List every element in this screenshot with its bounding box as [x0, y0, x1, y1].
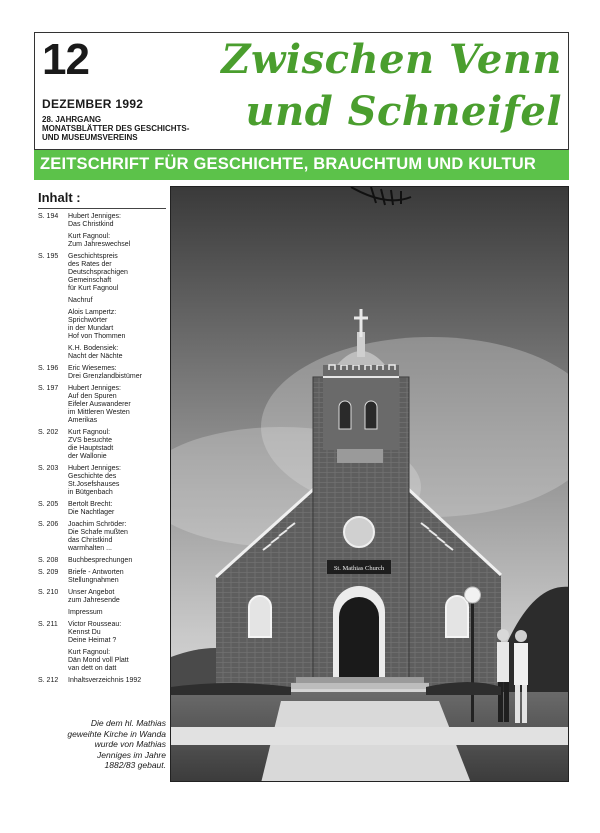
toc-entry-line: Die Schafe mußten: [68, 529, 128, 536]
toc-page-number: S. 194: [38, 213, 59, 220]
volume-line: 28. JAHRGANG: [42, 115, 102, 124]
toc-page-number: [38, 297, 68, 305]
toc-page-number: [38, 309, 68, 341]
toc-entry-title: [68, 465, 168, 497]
issue-number: 12: [42, 35, 89, 84]
toc-entry-line: Victor Rousseau:: [68, 621, 122, 628]
toc-page-number: S. 206: [38, 521, 59, 528]
toc-entry-line: Dän Mond voll Platt: [68, 657, 129, 664]
toc-entry-line: Nachruf: [68, 297, 93, 304]
toc-page-number: S. 195: [38, 253, 59, 260]
toc-page-number: [38, 609, 68, 617]
toc-page-number: S. 196: [38, 365, 59, 372]
toc-entry-line: Deine Heimat ?: [68, 637, 117, 644]
toc-entry: [38, 233, 168, 249]
toc-entry-line: Joachim Schröder:: [68, 521, 127, 528]
toc-entry-title: [68, 345, 168, 361]
toc-entry-title: [68, 621, 168, 645]
toc-entry-line: Hubert Jenniges:: [68, 465, 121, 472]
toc-entry-line: Sprichwörter: [68, 317, 108, 324]
toc-entry-line: warmhalten ...: [68, 545, 112, 552]
volume-info: [42, 115, 189, 142]
masthead-title: [221, 36, 562, 142]
toc-entry-line: Buchbesprechungen: [68, 557, 133, 564]
toc-entry-title: [68, 649, 168, 673]
toc-entry-line: Deutschsprachigen: [68, 269, 128, 276]
toc-entry-line: Impressum: [68, 609, 103, 616]
toc-entry-title: [68, 233, 168, 249]
church-sign: St. Mathias Church: [333, 565, 385, 572]
toc-entry-line: van dett on datt: [68, 665, 117, 672]
toc-entry-line: St.Josefshauses: [68, 481, 120, 488]
toc-entry-title: [68, 557, 168, 565]
toc-entry-line: das Christkind: [68, 537, 113, 544]
toc-entry: [38, 365, 168, 381]
toc-page-number: S. 197: [38, 385, 59, 392]
toc-heading: Inhalt :: [38, 190, 81, 205]
toc-entry: [38, 621, 168, 645]
toc-entry-line: Stellungnahmen: [68, 577, 119, 584]
toc-entry-line: die Hauptstadt: [68, 445, 114, 452]
toc-entry-title: [68, 385, 168, 425]
toc-entry-title: [68, 365, 168, 381]
caption-line: Die dem hl. Mathias: [90, 718, 166, 728]
table-of-contents: [38, 190, 168, 689]
toc-page-number: S. 211: [38, 621, 58, 628]
toc-page-number: S. 209: [38, 569, 59, 576]
toc-entry-line: Geschichte des: [68, 473, 117, 480]
subtitle-banner: ZEITSCHRIFT FÜR GESCHICHTE, BRAUCHTUM UND KULTUR: [34, 150, 569, 180]
toc-entry-line: in Bütgenbach: [68, 489, 113, 496]
toc-entry: [38, 521, 168, 553]
toc-page-number: [38, 345, 68, 361]
masthead-line-1: Zwischen Venn: [221, 36, 562, 83]
toc-entry-line: Kurt Fagnoul:: [68, 649, 111, 656]
toc-entry: [38, 385, 168, 425]
toc-entry-line: Eifeler Auswanderer: [68, 401, 131, 408]
toc-entry-line: zum Jahresende: [68, 597, 120, 604]
toc-entry-title: [68, 521, 168, 553]
toc-entry-line: Die Nachtlager: [68, 509, 115, 516]
toc-entry-line: Das Christkind: [68, 221, 114, 228]
toc-entry-line: Alois Lampertz:: [68, 309, 117, 316]
toc-entry-line: Briefe - Antworten: [68, 569, 124, 576]
volume-line: UND MUSEUMSVEREINS: [42, 133, 138, 142]
issue-date: DEZEMBER 1992: [42, 97, 144, 111]
masthead-line-2: und Schneifel: [245, 88, 562, 135]
toc-entry-line: in der Mundart: [68, 325, 114, 332]
toc-entry-line: Auf den Spuren: [68, 393, 117, 400]
toc-entry: [38, 569, 168, 585]
toc-entry-line: Bertolt Brecht:: [68, 501, 113, 508]
toc-entry-line: Nacht der Nächte: [68, 353, 123, 360]
toc-entry-title: [68, 309, 168, 341]
toc-entry-title: [68, 589, 168, 605]
toc-entry-title: [68, 677, 168, 685]
toc-entry-line: im Mittleren Westen: [68, 409, 130, 416]
photo-caption: [40, 718, 166, 771]
toc-entry-line: Gemeinschaft: [68, 277, 112, 284]
toc-page-number: S. 205: [38, 501, 59, 508]
toc-entry-line: des Rates der: [68, 261, 112, 268]
toc-entry: [38, 345, 168, 361]
toc-page-number: [38, 233, 68, 249]
toc-entry: [38, 465, 168, 497]
caption-line: wurde von Mathias: [94, 739, 166, 749]
toc-entry-title: [68, 429, 168, 461]
toc-entry-line: Inhaltsverzeichnis 1992: [68, 677, 142, 684]
toc-entry: [38, 677, 168, 685]
toc-entry: [38, 589, 168, 605]
toc-entry-line: Hubert Jenniges:: [68, 385, 121, 392]
toc-entry-line: ZVS besuchte: [68, 437, 112, 444]
toc-entry: [38, 501, 168, 517]
toc-page-number: S. 202: [38, 429, 59, 436]
toc-list: [38, 213, 168, 685]
toc-entry-line: K.H. Bodensiek:: [68, 345, 119, 352]
toc-entry: [38, 309, 168, 341]
toc-entry-line: Geschichtspreis: [68, 253, 118, 260]
caption-line: geweihte Kirche in Wanda: [67, 728, 166, 739]
toc-entry-line: Kurt Fagnoul:: [68, 429, 111, 436]
toc-page-number: S. 203: [38, 465, 59, 472]
toc-entry: [38, 429, 168, 461]
church-photo: [170, 186, 569, 782]
toc-entry-line: Kennst Du: [68, 629, 101, 636]
caption-line: Jenniges im Jahre: [97, 749, 166, 760]
toc-page-number: S. 210: [38, 589, 59, 596]
toc-page-number: [38, 649, 68, 673]
toc-entry-line: Eric Wiesemes:: [68, 365, 117, 372]
toc-entry-title: [68, 297, 168, 305]
toc-entry-title: [68, 213, 168, 229]
toc-entry: [38, 297, 168, 305]
church-illustration: [171, 187, 569, 782]
toc-entry: [38, 253, 168, 293]
toc-entry-line: der Wallonie: [68, 453, 107, 460]
toc-entry: [38, 213, 168, 229]
toc-divider: [38, 208, 166, 209]
toc-page-number: S. 212: [38, 677, 59, 684]
toc-entry-line: Hof von Thommen: [68, 333, 126, 340]
toc-entry-line: Unser Angebot: [68, 589, 115, 596]
toc-page-number: S. 208: [38, 557, 59, 564]
toc-entry-title: [68, 253, 168, 293]
toc-entry-title: [68, 609, 168, 617]
toc-entry: [38, 557, 168, 565]
toc-entry: [38, 649, 168, 673]
toc-entry-title: [68, 501, 168, 517]
toc-entry-line: Drei Grenzlandbistümer: [68, 373, 142, 380]
toc-entry-line: für Kurt Fagnoul: [68, 285, 119, 292]
toc-entry-line: Hubert Jenniges:: [68, 213, 121, 220]
toc-entry-title: [68, 569, 168, 585]
caption-line: 1882/83 gebaut.: [104, 760, 166, 770]
sidewalk: [171, 727, 569, 745]
toc-entry-line: Kurt Fagnoul:: [68, 233, 111, 240]
toc-entry-line: Zum Jahreswechsel: [68, 241, 131, 248]
toc-entry: [38, 609, 168, 617]
toc-entry-line: Amerikas: [68, 417, 98, 424]
volume-line: MONATSBLÄTTER DES GESCHICHTS-: [42, 124, 190, 133]
